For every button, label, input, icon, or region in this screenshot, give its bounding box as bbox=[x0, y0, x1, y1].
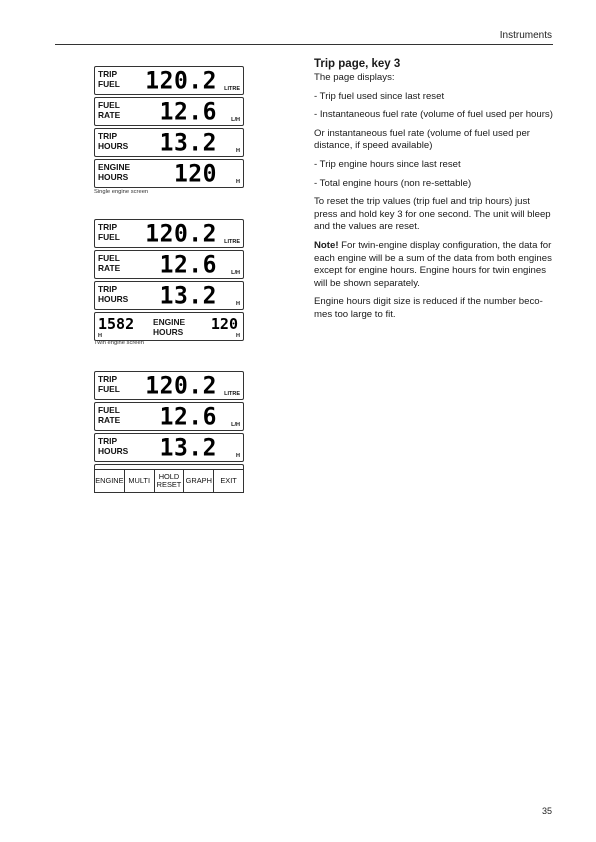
lcd-unit: LITRE bbox=[224, 391, 240, 397]
header-rule bbox=[55, 44, 553, 45]
lcd-row-twin-engine-hours bbox=[94, 312, 244, 341]
lcd-unit: L/H bbox=[231, 422, 240, 428]
list-item: - Instantaneous fuel rate (volume of fuel used per hours) bbox=[314, 109, 553, 121]
lcd-label: TRIP HOURS bbox=[98, 436, 129, 456]
list-item: - Trip fuel used since last reset bbox=[314, 90, 445, 102]
twin-engine-screen bbox=[94, 219, 244, 343]
lcd-label: TRIP FUEL bbox=[98, 374, 120, 394]
lcd-label: TRIP HOURS bbox=[98, 131, 129, 151]
lcd-value: 13.2 bbox=[159, 282, 217, 310]
intro-text: The page displays: bbox=[314, 72, 395, 83]
lcd-row-fuel-rate bbox=[94, 402, 244, 431]
lcd-label: TRIP HOURS bbox=[98, 284, 129, 304]
list-item: - Trip engine hours since last reset bbox=[314, 158, 461, 170]
lcd-unit: L/H bbox=[231, 270, 240, 276]
starboard-engine-hours-value: 120 bbox=[210, 315, 238, 333]
lcd-row-engine-hours bbox=[94, 159, 244, 188]
lcd-value: 12.6 bbox=[159, 251, 217, 279]
reset-instructions: To reset the trip values (trip fuel and trip hours) just press and hold key 3 for one second. The unit will bleep and the values are reset. bbox=[314, 196, 551, 233]
text-column bbox=[314, 57, 556, 328]
twin-engine-caption: Twin engine screen bbox=[94, 340, 144, 346]
list-item: - Total engine hours (non re-settable) bbox=[314, 177, 472, 189]
lcd-value: 120.2 bbox=[145, 372, 217, 400]
note-text: For twin-engine display configuration, the data for each engine will be a sum of the data from both engines except for engine hours. Engine hours for twin engines will be shown separately. bbox=[314, 239, 552, 289]
lcd-row-trip-fuel bbox=[94, 66, 244, 95]
port-engine-hours-unit: H bbox=[98, 333, 102, 339]
note-label: Note! bbox=[314, 239, 339, 251]
lcd-label: FUEL RATE bbox=[98, 405, 121, 425]
lcd-row-trip-hours bbox=[94, 128, 244, 157]
lcd-row-fuel-rate bbox=[94, 97, 244, 126]
lcd-label: TRIP FUEL bbox=[98, 222, 120, 242]
lcd-row-trip-hours bbox=[94, 433, 244, 462]
softkey-bar bbox=[94, 469, 244, 493]
page-number: 35 bbox=[541, 806, 552, 816]
softkey-multi[interactable]: MULTI bbox=[125, 470, 155, 492]
softkey-engine[interactable]: ENGINE bbox=[95, 470, 125, 492]
single-engine-screen bbox=[94, 66, 244, 190]
lcd-value: 13.2 bbox=[159, 129, 217, 157]
lcd-label: FUEL RATE bbox=[98, 253, 121, 273]
section-title: Trip page, key 3 bbox=[314, 58, 401, 70]
lcd-label: ENGINE HOURS bbox=[98, 162, 131, 182]
lcd-row-fuel-rate bbox=[94, 250, 244, 279]
lcd-label: ENGINE HOURS bbox=[153, 317, 186, 337]
lcd-row-trip-fuel bbox=[94, 371, 244, 400]
lcd-unit: H bbox=[236, 148, 240, 154]
lcd-value: 13.2 bbox=[159, 434, 217, 462]
digit-size-note: Engine hours digit size is reduced if the number beco-mes too large to fit. bbox=[314, 296, 543, 320]
lcd-label: TRIP FUEL bbox=[98, 69, 120, 89]
lcd-unit: H bbox=[236, 453, 240, 459]
lcd-row-trip-fuel bbox=[94, 219, 244, 248]
lcd-unit: L/H bbox=[231, 117, 240, 123]
starboard-engine-hours-unit: H bbox=[236, 333, 240, 339]
softkey-graph[interactable]: GRAPH bbox=[184, 470, 214, 492]
lcd-value: 120 bbox=[173, 160, 217, 188]
lcd-unit: H bbox=[236, 179, 240, 185]
lcd-unit: H bbox=[236, 301, 240, 307]
header-title: Instruments bbox=[499, 30, 552, 41]
lcd-value: 120.2 bbox=[145, 220, 217, 248]
lcd-unit: LITRE bbox=[224, 86, 240, 92]
lcd-row-trip-hours bbox=[94, 281, 244, 310]
softkey-hold-reset[interactable]: HOLD RESET bbox=[155, 470, 185, 492]
lcd-label: FUEL RATE bbox=[98, 100, 121, 120]
lcd-value: 12.6 bbox=[159, 403, 217, 431]
port-engine-hours-value: 1582 bbox=[98, 315, 135, 333]
lcd-unit: LITRE bbox=[224, 239, 240, 245]
lcd-value: 120.2 bbox=[145, 67, 217, 95]
single-engine-caption: Single engine screen bbox=[94, 189, 149, 195]
lcd-value: 12.6 bbox=[159, 98, 217, 126]
softkey-screen bbox=[94, 371, 244, 493]
softkey-exit[interactable]: EXIT bbox=[220, 476, 237, 485]
note-paragraph bbox=[314, 240, 556, 290]
list-item: Or instantaneous fuel rate (volume of fuel used per distance, if speed available) bbox=[314, 127, 530, 152]
